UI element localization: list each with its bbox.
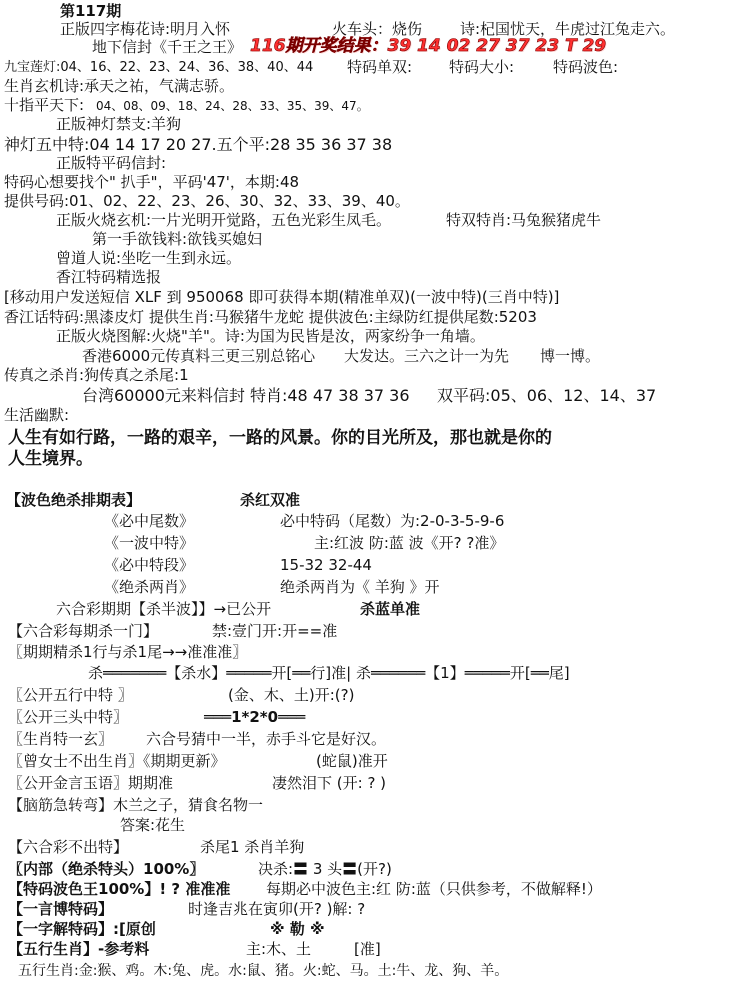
kill-two-value: 绝杀两肖为《 羊狗 》开	[280, 578, 440, 596]
must-tail-label: 《必中尾数》	[104, 512, 195, 530]
three-head-label: 〖公开三头中特〗	[8, 708, 129, 726]
hk-fax-c: 博一博。	[540, 347, 601, 365]
ms-zeng-label: 〖曾女士不出生肖〗《期期更新》	[8, 752, 226, 770]
five-element-value: (金、木、土)开:(?)	[228, 686, 355, 704]
half-wave-label: 六合彩期期【杀半波】】→已公开	[56, 600, 272, 618]
xiangjiang-report: 香江特码精选报	[56, 268, 162, 286]
issue-number: 第117期	[60, 2, 122, 20]
fax-kill: 传真之杀肖:狗传真之杀尾:1	[4, 366, 189, 384]
first-hand: 第一手欲钱料:欲钱买媳妇	[92, 230, 263, 248]
kill-door-label: 【六合彩每期杀一门】	[8, 622, 159, 640]
golden-words-label: 〖公开金言玉语〗期期准	[8, 774, 174, 792]
one-wave-label: 《一波中特》	[104, 534, 195, 552]
brain-teaser-answer: 答案:花生	[120, 816, 186, 834]
five-zodiac-accurate: [准]	[354, 940, 381, 958]
underground-envelope: 地下信封《千王之王》	[92, 38, 243, 56]
wave-color-label: 特码波色:	[553, 58, 619, 76]
wave-table-title: 【波色绝杀排期表】	[6, 491, 142, 509]
plum-poem: 正版四字梅花诗:明月入怀	[60, 20, 231, 38]
double-flat: 双平码:05、06、12、14、37	[437, 386, 657, 405]
ms-zeng-value: (蛇鼠)准开	[316, 752, 388, 770]
flat-code-envelope: 正版特平码信封:	[56, 154, 167, 172]
last-draw-result: 116期开奖结果：39 14 02 27 37 23 T 29	[250, 36, 607, 56]
internal-kill-label: 〖内部（绝杀特头）100%〗	[8, 860, 205, 878]
no-special-label: 【六合彩不出特】	[8, 838, 129, 856]
kill-two-label: 《绝杀两肖》	[104, 578, 195, 596]
humor-label: 生活幽默:	[4, 406, 70, 424]
zodiac-riddle-label: 〖生肖特一玄〗	[8, 730, 114, 748]
humor-text-1: 人生有如行路，一路的艰辛，一路的风景。你的目光所及，那也就是你的	[8, 428, 552, 448]
sms-promo: [移动用户发送短信 XLF 到 950068 即可获得本期(精准单双)(一波中特)(三肖中特)]	[4, 288, 560, 306]
kill-water-bar: 杀═══════【杀水】═════开[══行]准| 杀══════【1】═════开[══尾]	[88, 664, 570, 682]
fire-picture: 正版火烧图解:火烧"羊"。诗:为国为民皆是汝，两家纷争一角墙。	[56, 327, 485, 345]
provided-numbers: 提供号码:01、02、22、23、26、30、32、33、39、40。	[4, 192, 410, 210]
ten-fingers-numbers: 04、08、09、18、24、28、33、35、39、47。	[96, 99, 369, 113]
humor-text-2: 人生境界。	[8, 449, 93, 469]
brain-teaser: 【脑筋急转弯】木兰之子，猜食名物一	[8, 796, 264, 814]
xiangjiang-talk: 香江话特码:黑漆皮灯 提供生肖:马猴猪牛龙蛇 提供波色:主绿防红提供尾数:5203	[4, 308, 537, 326]
segment-label: 《必中特段》	[104, 556, 195, 574]
forbidden-zodiac: 正版神灯禁支:羊狗	[56, 115, 182, 133]
one-char-label: 【一字解特码】:[原创	[8, 920, 156, 938]
wave-king-label: 【特码波色王100%】! ? 准准准	[8, 880, 231, 898]
internal-kill-value: 决杀:〓 3 头〓(开?)	[258, 860, 392, 878]
five-zodiac-label: 【五行生肖】-参考料	[8, 940, 150, 958]
five-special: 神灯五中特:04 14 17 20 27.五个平:28 35 36 37 38	[4, 135, 393, 154]
pickpocket-line: 特码心想要找个" 扒手"，平码'47'，本期:48	[4, 173, 300, 191]
no-special-value: 杀尾1 杀肖羊狗	[200, 838, 305, 856]
five-zodiac-main: 主:木、土	[246, 940, 312, 958]
tsang-says: 曾道人说:坐吃一生到永远。	[56, 249, 242, 267]
ten-fingers-label: 十指平天下:	[4, 96, 85, 114]
one-word-value: 时逢吉兆在寅卯(开? )解: ?	[188, 900, 366, 918]
kill-blue-single: 杀蓝单准	[360, 600, 421, 618]
lotus-lamp: 九宝莲灯:04、16、22、23、24、36、38、40、44	[4, 60, 314, 75]
wave-king-value: 每期必中波色主:红 防:蓝（只供参考，不做解释!）	[266, 880, 602, 898]
kill-red-double: 杀红双准	[240, 491, 301, 509]
five-element-label: 〖公开五行中特 〗	[8, 686, 133, 704]
one-char-value: ※ 勒 ※	[270, 920, 325, 938]
hk-fax-a: 香港6000元传真料三更三别总铭心	[82, 347, 316, 365]
segment-value: 15-32 32-44	[280, 556, 372, 574]
zodiac-poem: 生肖玄机诗:承天之祐，气满志骄。	[4, 77, 235, 95]
three-head-value: ═══1*2*0═══	[204, 708, 306, 726]
kill-row-tail: 〖期期精杀1行与杀1尾→→准准准〗	[8, 643, 248, 661]
fire-mystery: 正版火烧玄机:一片光明开觉路，五色光彩生凤毛。	[56, 211, 392, 229]
kill-door-value: 禁:壹门开:开==准	[212, 622, 338, 640]
golden-words-value: 凄然泪下 (开: ? )	[272, 774, 387, 792]
must-tail-value: 必中特码（尾数）为:2-0-3-5-9-6	[280, 512, 505, 530]
five-zodiac-list: 五行生肖:金:猴、鸡。木:兔、虎。水:鼠、猪。火:蛇、马。土:牛、龙、狗、羊。	[18, 963, 509, 979]
hk-fax-b: 大发达。三六之计一为先	[344, 347, 510, 365]
one-wave-value: 主:红波 防:蓝 波《开? ?准》	[314, 534, 505, 552]
poem-line: 诗:杞国忧天，牛虎过江兔走六。	[460, 20, 676, 38]
double-zodiac: 特双特肖:马兔猴猪虎牛	[446, 211, 602, 229]
train-head: 火车头：烧伤	[332, 20, 423, 38]
odd-even-label: 特码单双:	[347, 58, 413, 76]
one-word-label: 【一言博特码】	[8, 900, 114, 918]
taiwan-envelope: 台湾60000元来料信封 特肖:48 47 38 37 36	[82, 386, 410, 405]
zodiac-riddle-value: 六合号猜中一半，赤手斗它是好汉。	[146, 730, 387, 748]
big-small-label: 特码大小:	[449, 58, 515, 76]
